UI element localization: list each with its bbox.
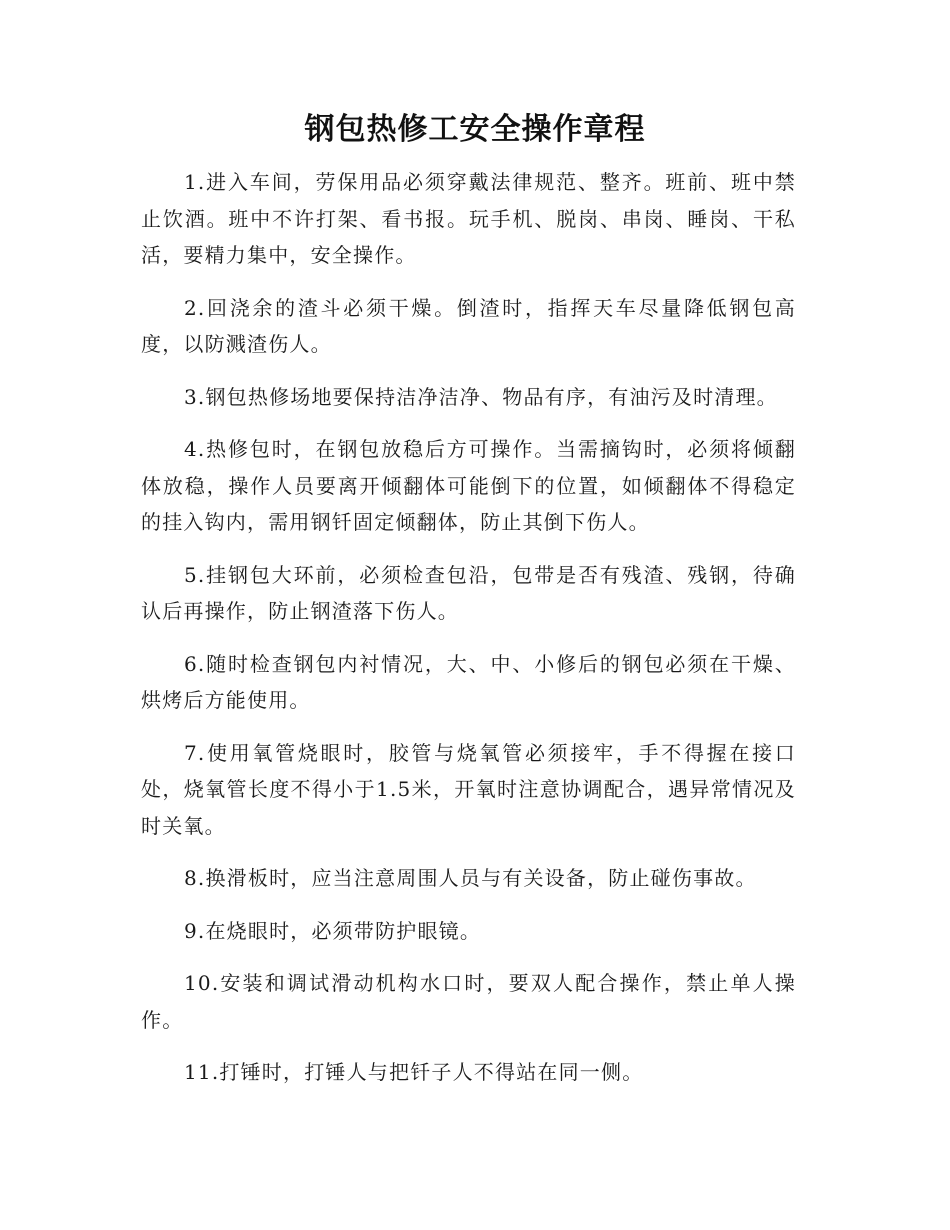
- paragraph-2: 2.回浇余的渣斗必须干燥。倒渣时，指挥天车尽量降低钢包高度，以防溅渣伤人。: [141, 295, 796, 356]
- paragraph-10: 10.安装和调试滑动机构水口时，要双人配合操作，禁止单人操作。: [141, 971, 796, 1032]
- document-title: 钢包热修工安全操作章程: [304, 112, 646, 147]
- paragraph-4: 4.热修包时，在钢包放稳后方可操作。当需摘钩时，必须将倾翻体放稳，操作人员要离开倾翻体可能倒下的位置，如倾翻体不得稳定的挂入钩内，需用钢钎固定倾翻体，防止其倒下伤人。: [141, 437, 796, 534]
- paragraph-9: 9.在烧眼时，必须带防护眼镜。: [184, 918, 482, 943]
- paragraph-1: 1.进入车间，劳保用品必须穿戴法律规范、整齐。班前、班中禁止饮酒。班中不许打架、看书报。玩手机、脱岗、串岗、睡岗、干私活，要精力集中，安全操作。: [141, 170, 796, 267]
- paragraph-5: 5.挂钢包大环前，必须检查包沿，包带是否有残渣、残钢，待确认后再操作，防止钢渣落下伤人。: [141, 562, 796, 623]
- paragraph-11: 11.打锤时，打锤人与把钎子人不得站在同一侧。: [184, 1060, 644, 1084]
- paragraph-8: 8.换滑板时，应当注意周围人员与有关设备，防止碰伤事故。: [184, 866, 757, 890]
- document-body: [141, 164, 796, 1107]
- paragraph-3: 3.钢包热修场地要保持洁净洁净、物品有序，有油污及时清理。: [184, 384, 778, 409]
- paragraph-7: 7.使用氧管烧眼时，胶管与烧氧管必须接牢，手不得握在接口处，烧氧管长度不得小于1.5米，开氧时注意协调配合，遇异常情况及时关氧。: [141, 740, 796, 838]
- paragraph-6: 6.随时检查钢包内衬情况，大、中、小修后的钢包必须在干燥、烘烤后方能使用。: [141, 651, 796, 712]
